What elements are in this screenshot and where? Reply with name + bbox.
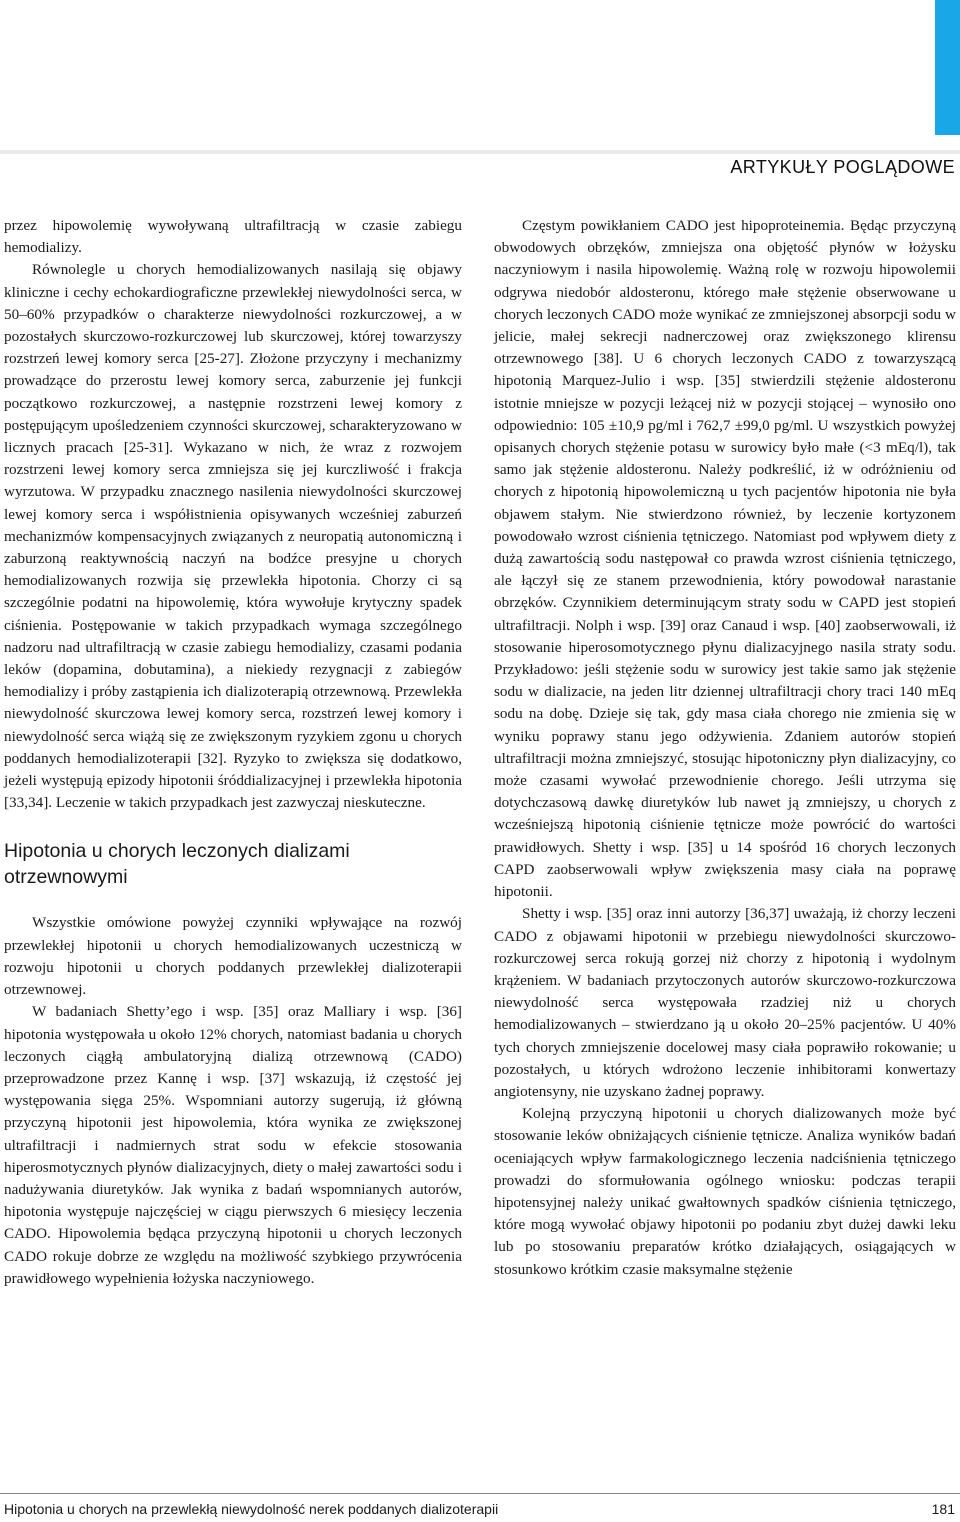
paragraph: Częstym powikłaniem CADO jest hipoproteinemia. Będąc przyczyną obwodowych obrzęków, zmniejsza ona objętość płynów w łożysku naczyniowym i nasila hipowolemię. Ważną rolę w rozwoju hipowolemii odgrywa niedobór aldosteronu, którego małe stężenie obserwowane u chorych leczonych CADO może wynikać ze zmniejszonej absorpcji sodu w jelicie, małej sekrecji nadnerczowej oraz zwiększonego klirensu otrzewnowego [38]. U 6 chorych leczonych CADO z towarzyszącą hipotonią Marquez-Julio i wsp. [35] stwierdzili stężenie aldosteronu istotnie mniejsze w pozycji leżącej niż w pozycji stojącej – wynosiło ono odpowiednio: 105 ±10,9 pg/ml i 762,7 ±99,0 pg/ml. U wszystkich powyżej opisanych chorych stężenie potasu w surowicy było małe (<3 mEq/l), tak samo jak stężenie aldosteronu. Należy podkreślić, iż w odróżnieniu od chorych z hipotonią hipowolemiczną u tych pacjentów hipotonia nie była objawem stałym. Nie stwierdzono również, by leczenie kortyzonem powodowało wzrost ciśnienia tętniczego. Natomiast pod wpływem diety z dużą zawartością sodu następował co prawda wzrost ciśnienia tętniczego, ale łączył się ze stanem przewodnienia, który powodował narastanie obrzęków. Czynnikiem determinującym straty sodu w CAPD jest stopień ultrafiltracji. Nolph i wsp. [39] oraz Canaud i wsp. [40] zaobserwowali, iż stosowanie hiperosomotycznego płynu dializacyjnego nasila straty sodu. Przykładowo: jeśli stężenie sodu w surowicy jest takie samo jak stężenie sodu w dializacie, na jeden litr dziennej ultrafiltracji chory traci 140 mEq sodu na dobę. Dzieje się tak, gdy masa ciała chorego nie zmienia się w wyniku poprawy stanu jego odżywienia. Zdaniem autorów stopień ultrafiltracji można zmniejszyć, stosując hipotoniczny płyn dializacyjny, co może czasami wywołać przewodnienie chorego. Jeśli utrzyma się dotychczasową dawkę diuretyków lub nawet ją zmniejszy, u chorych z wcześniejszą hipotonią ciśnienie tętnicze może powrócić do wartości prawidłowych. Shetty i wsp. [35] u 14 spośród 16 chorych leczonych CAPD zaobserwowali wpływ zwiększenia masy ciała na poprawę hipotonii. — [494, 217, 956, 901]
right-column — [494, 215, 956, 1281]
section-heading: Hipotonia u chorych leczonych dializami otrzewnowymi — [4, 840, 350, 889]
paragraph: W badaniach Shetty’ego i wsp. [35] oraz Malliary i wsp. [36] hipotonia występowała u około 12% chorych, natomiast badania u chorych leczonych ciągłą ambulatoryjną dializą otrzewnową (CADO) przeprowadzone przez Kannę i wsp. [37] wskazują, iż częstość jej występowania sięga 25%. Wspomniani autorzy sugerują, iż główną przyczyną hipotonii jest hipowolemia, która wynika ze zwiększonej ultrafiltracji i nadmiernych strat sodu w efekcie stosowania hiperosmotycznych płynów dializacyjnych, diety o małej zawartości sodu i nadużywania diuretyków. Jak wynika z badań wspomnianych autorów, hipotonia występuje najczęściej w ciągu pierwszych 6 miesięcy leczenia CADO. Hipowolemia będąca przyczyną hipotonii u chorych leczonych CADO rokuje dobrze ze względu na możliwość szybkiego przywrócenia prawidłowego wypełnienia łożyska naczyniowego. — [4, 1003, 462, 1287]
paragraph: przez hipowolemię wywoływaną ultrafiltracją w czasie zabiegu hemodializy. — [4, 217, 462, 257]
paragraph: Kolejną przyczyną hipotonii u chorych dializowanych może być stosowanie leków obniżających ciśnienie tętnicze. Analiza wyników badań oceniających wpływ farmakologicznego leczenia nadciśnienia tętniczego prowadzi do sformułowania ogólnego wniosku: podczas terapii hipotensyjnej należy unikać gwałtownych spadków ciśnienia tętniczego, które mogą wywołać objawy hipotonii po podaniu zbyt dużej dawki leku lub po stosowaniu preparatów krótko działających, osiągających w stosunkowo krótkim czasie maksymalne stężenie — [494, 1105, 956, 1278]
accent-color-block — [935, 0, 960, 135]
header-rule — [0, 150, 960, 154]
page-number: 181 — [931, 1501, 955, 1517]
running-title: Hipotonia u chorych na przewlekłą niewydolność nerek poddanych dializoterapii — [4, 1501, 499, 1517]
paragraph: Wszystkie omówione powyżej czynniki wpływające na rozwój przewlekłej hipotonii u chorych hemodializowanych uczestniczą w rozwoju hipotonii u chorych poddanych przewlekłej dializoterapii otrzewnowej. — [4, 914, 462, 999]
paragraph: Shetty i wsp. [35] oraz inni autorzy [36,37] uważają, iż chorzy leczeni CADO z objawami hipotonii w przebiegu niewydolności skurczowo-rozkurczowej serca rokują gorzej niż chorzy z hipotonią i wydolnym krążeniem. W badaniach przytoczonych autorów skurczowo-rozkurczowa niewydolność serca występowała rzadziej niż u chorych hemodializowanych – stwierdzano ją u około 20–25% pacjentów. U 40% tych chorych zmniejszenie docelowej masy ciała poprawiło rokowanie; u pozostałych, u których wdrożono leczenie inhibitorami konwertazy angiotensyny, nie uzyskano żadnej poprawy. — [494, 905, 956, 1100]
paragraph: Równolegle u chorych hemodializowanych nasilają się objawy kliniczne i cechy echokardiograficzne przewlekłej niewydolności serca, w 50–60% przypadków o charakterze niewydolności rozkurczowej, a w pozostałych skurczowo-rozkurczowej lub skurczowej, której towarzyszy rozstrzeń lewej komory serca [25-27]. Złożone przyczyny i mechanizmy prowadzące do przerostu lewej komory serca, zaburzenie jej funkcji początkowo rozkurczowej, a następnie rozstrzeni lewej komory z postępującym upośledzeniem czynności skurczowej, scharakteryzowano w licznych pracach [25-31]. Wykazano w nich, że wraz z rozwojem rozstrzeni lewej komory serca zmniejsza się jej kurczliwość i frakcja wyrzutowa. W przypadku znacznego nasilenia niewydolności skurczowej lewej komory serca i współistnienia opisywanych wcześniej zaburzeń mechanizmów kompensacyjnych związanych z neuropatią autonomiczną i zaburzoną reaktywnością naczyń na bodźce presyjne u chorych hemodializowanych rozwija się przewlekła hipotonia. Chorzy ci są szczególnie podatni na hipowolemię, która wywołuje krytyczny spadek ciśnienia. Postępowanie w takich przypadkach wymaga szczególnego nadzoru nad ultrafiltracją w czasie zabiegu hemodializy, czasami podania leków (dopamina, dobutamina), a niekiedy rezygnacji z zabiegów hemodializy i próby zastąpienia ich dializoterapią otrzewnową. Przewlekła niewydolność skurczowa lewej komory serca, rozstrzeń lewej komory i niewydolność serca wiążą się ze zwiększonym ryzykiem zgonu u chorych poddanych hemodializoterapii [32]. Ryzyko to zwiększa się dodatkowo, jeżeli występują epizody hipotonii śróddializacyjnej i przewlekła hipotonia [33,34]. Leczenie w takich przypadkach jest zazwyczaj nieskuteczne. — [4, 261, 462, 812]
left-column — [4, 215, 462, 1290]
footer-rule — [0, 1493, 960, 1494]
section-label: ARTYKUŁY POGLĄDOWE — [730, 157, 955, 177]
